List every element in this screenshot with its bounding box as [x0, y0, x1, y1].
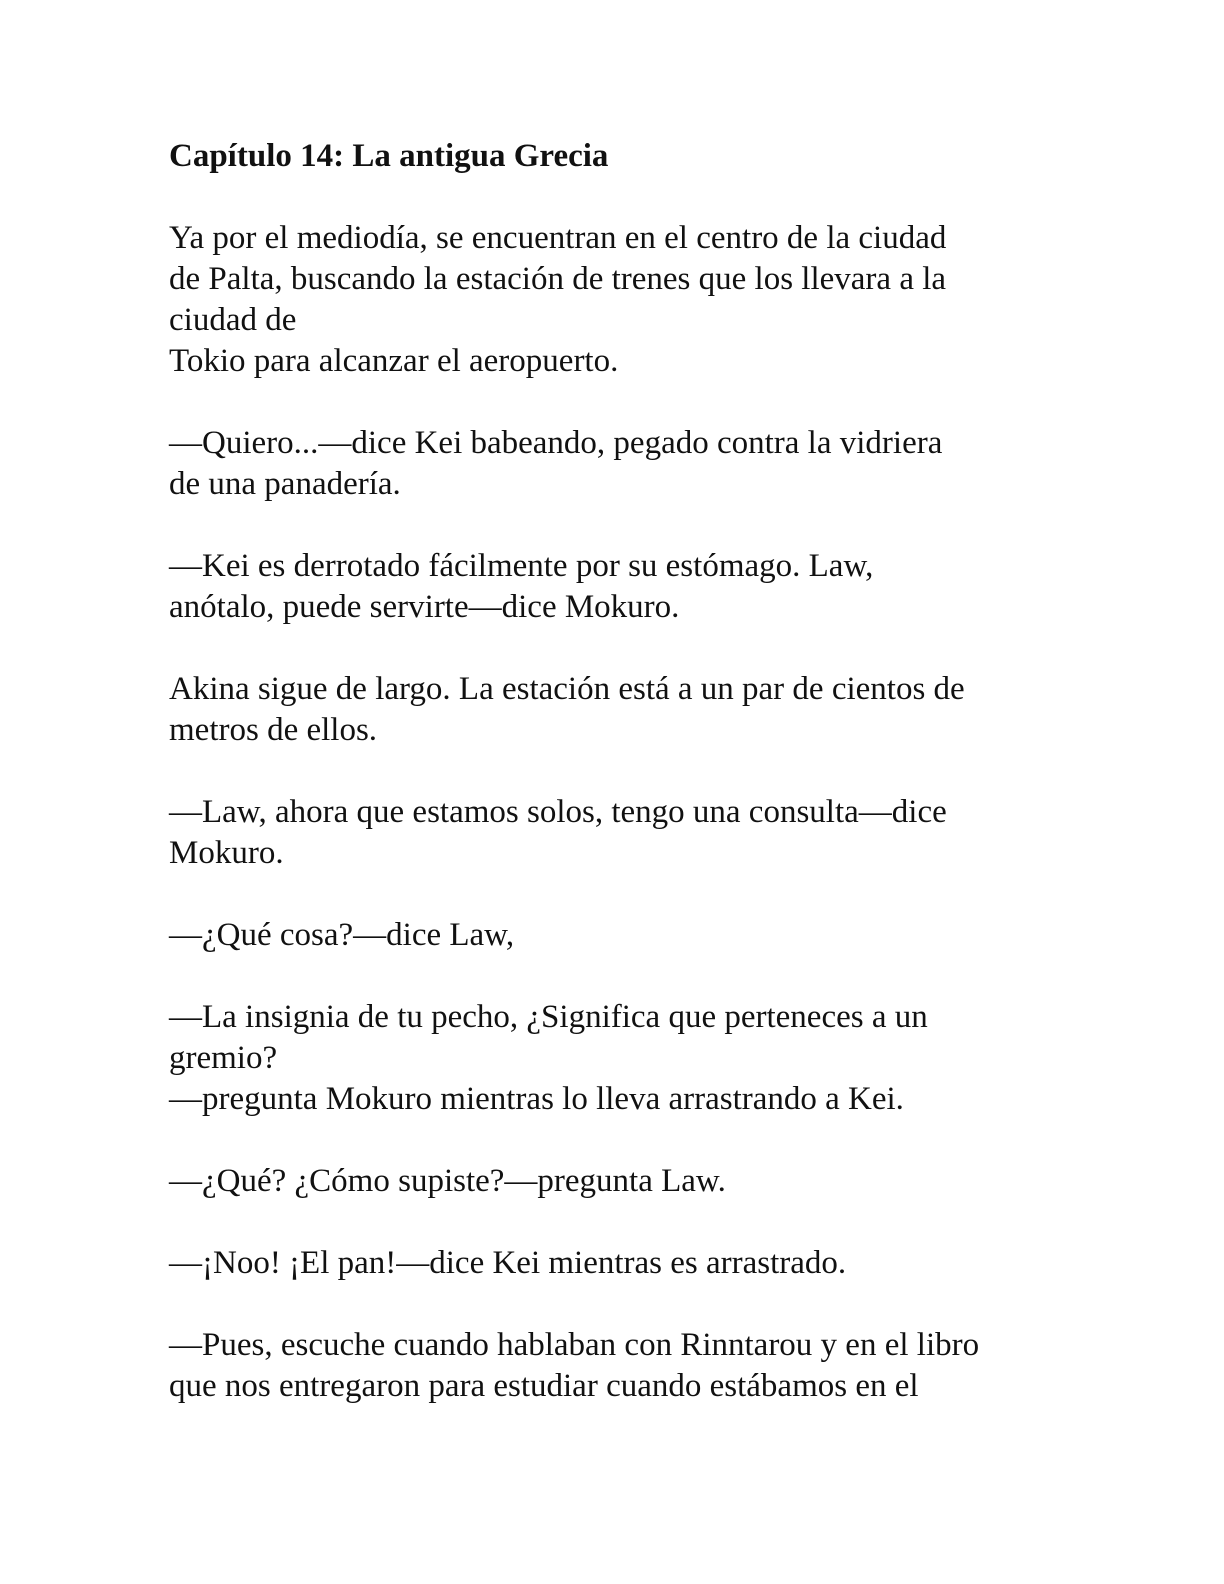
- paragraph: [169, 1161, 1069, 1202]
- chapter-title: Capítulo 14: La antigua Grecia: [169, 138, 609, 174]
- text-line: —¿Qué cosa?—dice Law,: [169, 917, 515, 953]
- text-line: —pregunta Mokuro mientras lo lleva arrastrando a Kei.: [169, 1081, 904, 1117]
- text-line: ciudad de: [169, 302, 297, 338]
- paragraph: [169, 669, 1069, 751]
- paragraph: [169, 1243, 1069, 1284]
- text-line: Ya por el mediodía, se encuentran en el centro de la ciudad: [169, 220, 947, 256]
- body-text: [169, 218, 1069, 1407]
- text-line: —¿Qué? ¿Cómo supiste?—pregunta Law.: [169, 1163, 726, 1199]
- text-line: anótalo, puede servirte—dice Mokuro.: [169, 589, 680, 625]
- text-line: —La insignia de tu pecho, ¿Significa que perteneces a un: [169, 999, 928, 1035]
- text-line: de una panadería.: [169, 466, 401, 502]
- text-line: —¡Noo! ¡El pan!—dice Kei mientras es arrastrado.: [169, 1245, 847, 1281]
- text-line: que nos entregaron para estudiar cuando estábamos en el: [169, 1368, 919, 1404]
- paragraph: [169, 1325, 1069, 1407]
- paragraph: [169, 218, 1069, 382]
- text-line: de Palta, buscando la estación de trenes que los llevara a la: [169, 261, 947, 297]
- text-line: gremio?: [169, 1040, 278, 1076]
- text-line: Tokio para alcanzar el aeropuerto.: [169, 343, 619, 379]
- paragraph: [169, 546, 1069, 628]
- text-line: —Quiero...—dice Kei babeando, pegado contra la vidriera: [169, 425, 943, 461]
- paragraph: [169, 997, 1069, 1120]
- paragraph: [169, 423, 1069, 505]
- text-line: —Law, ahora que estamos solos, tengo una consulta—dice: [169, 794, 947, 830]
- paragraph: [169, 792, 1069, 874]
- document-page: [169, 136, 1069, 1448]
- text-line: Mokuro.: [169, 835, 284, 871]
- text-line: —Kei es derrotado fácilmente por su estómago. Law,: [169, 548, 874, 584]
- paragraph: [169, 915, 1069, 956]
- text-line: metros de ellos.: [169, 712, 378, 748]
- text-line: Akina sigue de largo. La estación está a un par de cientos de: [169, 671, 965, 707]
- text-line: —Pues, escuche cuando hablaban con Rinntarou y en el libro: [169, 1327, 980, 1363]
